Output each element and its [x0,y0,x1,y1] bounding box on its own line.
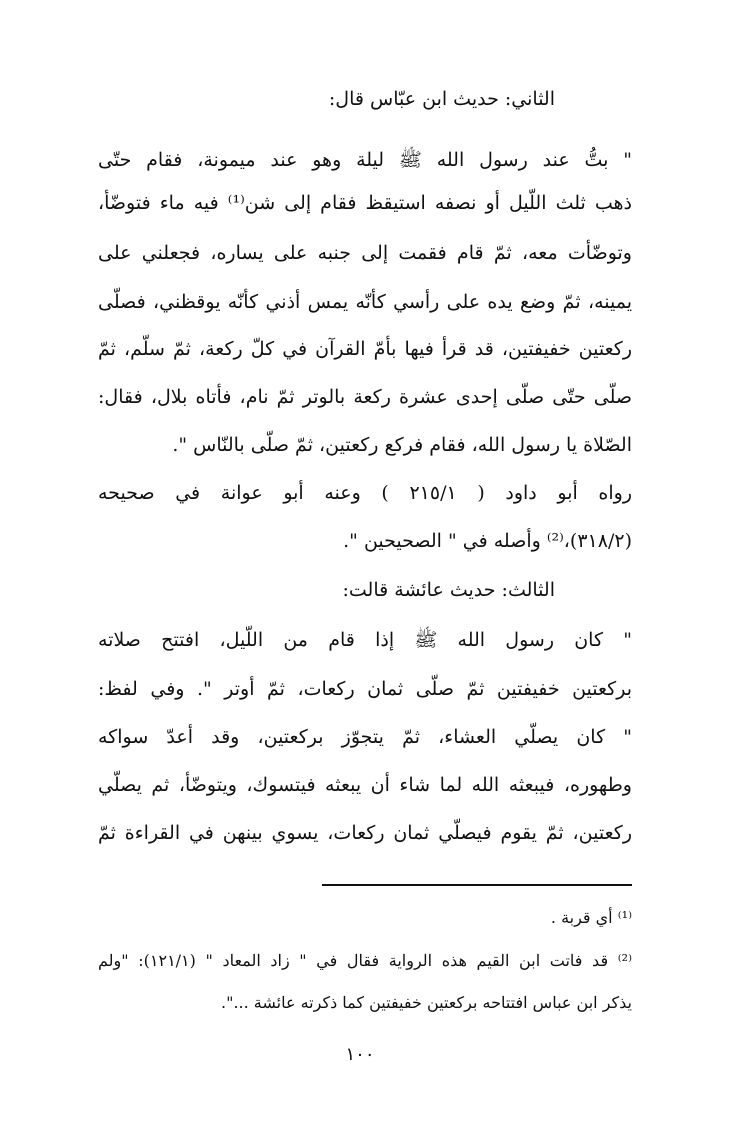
hadith-ibn-abbas-line-5: ركعتين خفيفتين، قد قرأ فيها بأمّ القرآن في كلّ ركعة، ثمّ سلّم، ثمّ [98,338,632,360]
hadith-ibn-abbas-line-6: صلّى حتّى صلّى إحدى عشرة ركعة بالوتر ثمّ نام، فأتاه بلال، فقال: [98,386,632,408]
hadith-ibn-abbas-line-4: يمينه، ثمّ وضع يده على رأسي كأنّه يمس أذني كأنّه يوقظني، فصلّى [98,291,632,313]
section-heading-third: الثالث: حديث عائشة قالت: [342,579,555,601]
footnote-2-line-2: يذكر ابن عباس افتتاحه بركعتين خفيفتين كما ذكرته عائشة ...". [221,993,632,1012]
hadith-aisha-line-2: بركعتين خفيفتين ثمّ صلّى ثمان ركعات، ثمّ أوتر ". وفي لفظ: [98,678,632,700]
hadith-aisha-line-3: " كان يصلّي العشاء، ثمّ يتجوّز بركعتين، وقد أعدّ سواكه [98,726,632,748]
page-number: ١٠٠ [345,1044,375,1065]
hadith-ibn-abbas-line-2: ذهب ثلث اللّيل أو نصفه استيقظ فقام إلى شن⁽¹⁾ فيه ماء فتوضّأ، [98,192,632,214]
footnote-divider [322,884,632,886]
hadith-aisha-line-4: وطهوره، فيبعثه الله لما شاء أن يبعثه فيتسوك، ويتوضّأ، ثم يصلّي [98,774,632,796]
hadith-ibn-abbas-line-7: الصّلاة يا رسول الله، فقام فركع ركعتين، ثمّ صلّى بالنّاس ". [172,434,632,456]
narration-line-2: (٣١٨/٢)،⁽²⁾ وأصله في " الصحيحين ". [343,530,632,552]
narration-line-1: رواه أبو داود ( ٢١٥/١ ) وعنه أبو عوانة في صحيحه [98,482,632,504]
footnote-2-line-1: ⁽²⁾ قد فاتت ابن القيم هذه الرواية فقال في " زاد المعاد " (١٢١/١): "ولم [98,951,632,970]
hadith-aisha-line-1: " كان رسول الله ﷺ إذا قام من اللّيل، افتتح صلاته [98,629,632,651]
hadith-ibn-abbas-line-1: " بتُّ عند رسول الله ﷺ ليلة وهو عند ميمونة، فقام حتّى [98,149,632,171]
footnote-1: ⁽¹⁾ أي قربة . [550,908,632,927]
section-heading-second: الثاني: حديث ابن عبّاس قال: [328,88,555,110]
hadith-ibn-abbas-line-3: وتوضّأت معه، ثمّ قام فقمت إلى جنبه على يساره، فجعلني على [98,242,632,264]
hadith-aisha-line-5: ركعتين، ثمّ يقوم فيصلّي ثمان ركعات، يسوي بينهن في القراءة ثمّ [98,822,632,844]
